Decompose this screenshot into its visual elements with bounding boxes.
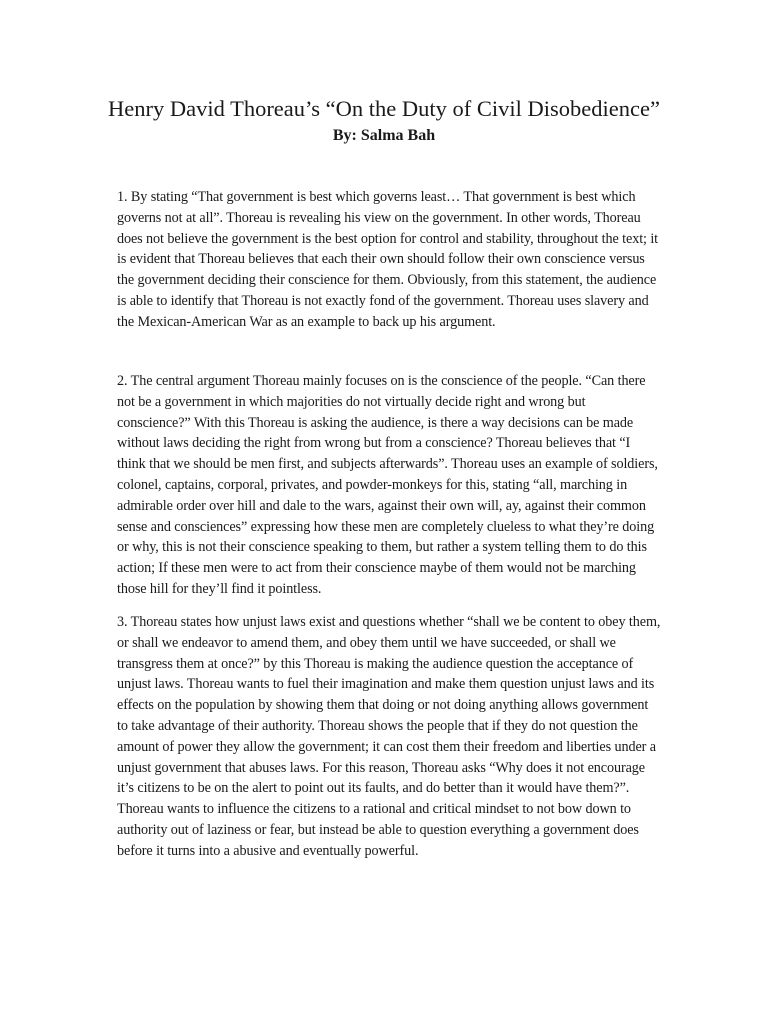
text-line: 3. Thoreau states how unjust laws exist and questions whether “shall we be content to obey them,	[117, 614, 661, 630]
text-line: those hill for they’ll find it pointless.	[117, 580, 322, 597]
text-line: to take advantage of their authority. Thoreau shows the people that if they do not question the	[117, 717, 638, 734]
text-line: not be a government in which majorities do not virtually decide right and wrong but	[117, 393, 586, 410]
text-line: think that we should be men first, and subjects afterwards”. Thoreau uses an example of soldiers,	[117, 456, 658, 473]
text-line: sense and consciences” expressing how these men are completely clueless to what they’re doing	[117, 518, 655, 535]
text-line: colonel, captains, corporal, privates, and powder-monkeys for this, stating “all, marching in	[117, 476, 628, 493]
text-line: before it turns into a abusive and eventually powerful.	[117, 842, 419, 859]
text-line: 1. By stating “That government is best which governs least… That government is best which	[117, 189, 636, 205]
text-line: unjust laws. Thoreau wants to fuel their imagination and make them question unjust laws and its	[117, 676, 655, 693]
text-line: effects on the population by showing them that doing or not doing anything allows government	[117, 697, 649, 714]
text-line: amount of power they allow the government; it can cost them their freedom and liberties under a	[117, 738, 656, 755]
paragraph-3	[117, 612, 677, 862]
text-line: admirable order over hill and dale to the wars, against their own will, ay, against their common	[117, 497, 646, 514]
text-line: the government deciding their conscience for them. Obviously, from this statement, the audience	[117, 272, 657, 289]
text-line: Thoreau wants to influence the citizens to a rational and critical mindset to not bow down to	[117, 801, 631, 818]
text-line: or why, this is not their conscience speaking to them, but rather a system telling them to do this	[117, 539, 647, 556]
text-line: or shall we endeavor to amend them, and obey them until we have succeeded, or shall we	[117, 634, 616, 651]
text-line: 2. The central argument Thoreau mainly focuses on is the conscience of the people. “Can there	[117, 373, 646, 389]
text-line: unjust government that abuses laws. For this reason, Thoreau asks “Why does it not encourage	[117, 759, 645, 776]
text-line: governs not at all”. Thoreau is revealing his view on the government. In other words, Thoreau	[117, 209, 641, 226]
document-title: Henry David Thoreau’s “On the Duty of Civil Disobedience”	[108, 96, 660, 121]
text-line: is evident that Thoreau believes that each their own should follow their own conscience versus	[117, 251, 645, 268]
paragraph-2	[117, 371, 677, 600]
text-line: it’s citizens to be on the alert to point out its faults, and do better than it would have them?”.	[117, 780, 630, 797]
text-line: conscience?” With this Thoreau is asking the audience, is there a way decisions can be made	[117, 414, 634, 431]
text-line: the Mexican-American War as an example to back up his argument.	[117, 313, 496, 330]
text-line: authority out of laziness or fear, but instead be able to question everything a government does	[117, 821, 639, 838]
text-line: is able to identify that Thoreau is not exactly fond of the government. Thoreau uses slavery and	[117, 292, 649, 309]
text-line: without laws deciding the right from wrong but from a conscience? Thoreau believes that “I	[117, 435, 631, 452]
text-line: does not believe the government is the best option for control and stability, throughout the text; it	[117, 230, 659, 247]
text-line: action; If these men were to act from their conscience maybe of them would not be marching	[117, 560, 636, 577]
text-line: transgress them at once?” by this Thoreau is making the audience question the acceptance of	[117, 655, 634, 672]
document-byline: By: Salma Bah	[332, 127, 436, 144]
paragraph-1	[117, 187, 677, 333]
